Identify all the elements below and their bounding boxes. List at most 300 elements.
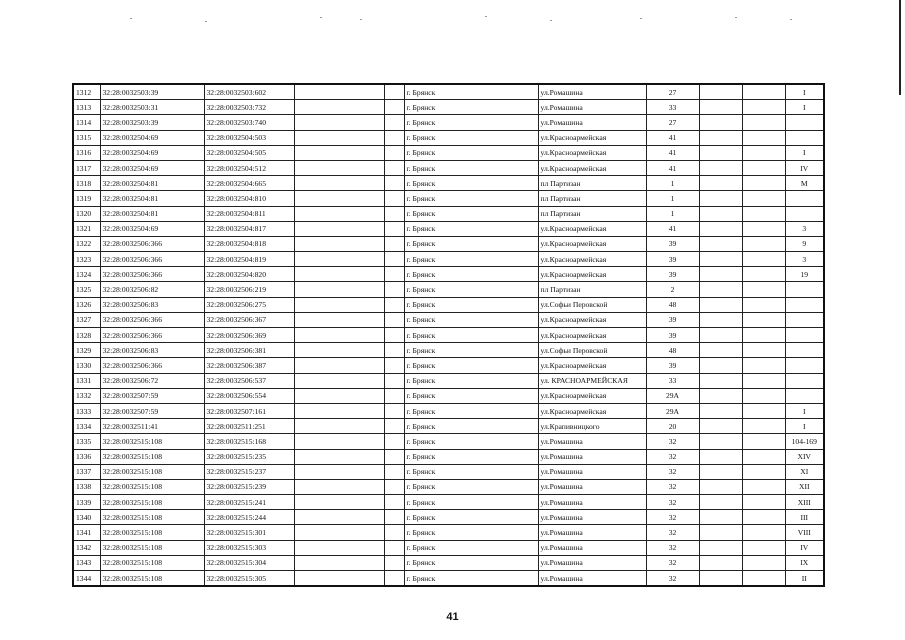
cell-row-number: 1325 bbox=[73, 282, 100, 297]
cell-room: XI bbox=[785, 464, 824, 479]
cell-parcel-number: 32:28:0032506:72 bbox=[100, 373, 204, 388]
cell-house: 32 bbox=[646, 464, 699, 479]
cell-street: ул.Ромашина bbox=[538, 84, 646, 100]
cell-street: ул.Ромашина bbox=[538, 464, 646, 479]
cell-room: IV bbox=[785, 160, 824, 175]
cell-parcel-number: 32:28:0032504:81 bbox=[100, 191, 204, 206]
cell-parcel-number: 32:28:0032503:31 bbox=[100, 100, 204, 115]
cell-city: г. Брянск bbox=[404, 479, 538, 494]
cell-parcel-number: 32:28:0032504:81 bbox=[100, 176, 204, 191]
cell-house: 27 bbox=[646, 115, 699, 130]
cell-empty bbox=[742, 191, 785, 206]
cell-empty bbox=[742, 555, 785, 570]
cell-empty bbox=[742, 419, 785, 434]
cell-city: г. Брянск bbox=[404, 343, 538, 358]
table-row bbox=[73, 388, 824, 403]
cell-empty bbox=[742, 479, 785, 494]
cell-room bbox=[785, 191, 824, 206]
cell-empty bbox=[384, 297, 404, 312]
cell-empty bbox=[699, 160, 742, 175]
cell-object-number: 32:28:0032515:244 bbox=[204, 510, 294, 525]
cell-street: пл Партизан bbox=[538, 176, 646, 191]
cell-street: ул.Красноармейская bbox=[538, 388, 646, 403]
cell-object-number: 32:28:0032504:665 bbox=[204, 176, 294, 191]
table-row bbox=[73, 267, 824, 282]
table-body bbox=[73, 84, 824, 586]
cell-house: 32 bbox=[646, 571, 699, 587]
cell-row-number: 1314 bbox=[73, 115, 100, 130]
cell-row-number: 1337 bbox=[73, 464, 100, 479]
cell-house: 27 bbox=[646, 84, 699, 100]
cell-row-number: 1323 bbox=[73, 252, 100, 267]
cell-street: ул.Ромашина bbox=[538, 115, 646, 130]
table-row bbox=[73, 191, 824, 206]
cell-empty bbox=[699, 419, 742, 434]
cell-street: ул.Красноармейская bbox=[538, 328, 646, 343]
cell-row-number: 1338 bbox=[73, 479, 100, 494]
cell-room bbox=[785, 373, 824, 388]
cell-empty bbox=[742, 525, 785, 540]
cell-empty bbox=[384, 160, 404, 175]
cell-empty bbox=[699, 297, 742, 312]
cell-house: 32 bbox=[646, 495, 699, 510]
cell-house: 32 bbox=[646, 510, 699, 525]
cell-object-number: 32:28:0032504:512 bbox=[204, 160, 294, 175]
table-row bbox=[73, 373, 824, 388]
cell-object-number: 32:28:0032515:304 bbox=[204, 555, 294, 570]
cell-row-number: 1340 bbox=[73, 510, 100, 525]
cell-street: ул.Ромашина bbox=[538, 479, 646, 494]
cell-street: ул.Ромашина bbox=[538, 100, 646, 115]
cell-empty bbox=[384, 403, 404, 418]
cell-house: 29А bbox=[646, 403, 699, 418]
cell-empty bbox=[294, 495, 384, 510]
cell-empty bbox=[384, 510, 404, 525]
cell-city: г. Брянск bbox=[404, 510, 538, 525]
cell-empty bbox=[384, 449, 404, 464]
table-row bbox=[73, 525, 824, 540]
cell-city: г. Брянск bbox=[404, 191, 538, 206]
cell-parcel-number: 32:28:0032506:83 bbox=[100, 343, 204, 358]
cell-parcel-number: 32:28:0032506:366 bbox=[100, 328, 204, 343]
cell-house: 41 bbox=[646, 221, 699, 236]
cell-city: г. Брянск bbox=[404, 100, 538, 115]
cell-parcel-number: 32:28:0032515:108 bbox=[100, 464, 204, 479]
cell-parcel-number: 32:28:0032515:108 bbox=[100, 495, 204, 510]
cell-city: г. Брянск bbox=[404, 145, 538, 160]
scan-edge-line bbox=[899, 0, 901, 95]
cell-house: 39 bbox=[646, 312, 699, 327]
cell-room: IX bbox=[785, 555, 824, 570]
cell-empty bbox=[384, 419, 404, 434]
cell-object-number: 32:28:0032504:503 bbox=[204, 130, 294, 145]
table-row bbox=[73, 100, 824, 115]
cell-parcel-number: 32:28:0032504:69 bbox=[100, 145, 204, 160]
cell-house: 33 bbox=[646, 100, 699, 115]
cell-parcel-number: 32:28:0032506:366 bbox=[100, 252, 204, 267]
cell-object-number: 32:28:0032506:381 bbox=[204, 343, 294, 358]
cell-parcel-number: 32:28:0032506:366 bbox=[100, 312, 204, 327]
cell-row-number: 1330 bbox=[73, 358, 100, 373]
cell-city: г. Брянск bbox=[404, 403, 538, 418]
cell-empty bbox=[742, 176, 785, 191]
cell-object-number: 32:28:0032506:369 bbox=[204, 328, 294, 343]
cell-empty bbox=[294, 100, 384, 115]
cell-city: г. Брянск bbox=[404, 267, 538, 282]
cell-row-number: 1343 bbox=[73, 555, 100, 570]
cell-empty bbox=[294, 221, 384, 236]
cell-parcel-number: 32:28:0032504:81 bbox=[100, 206, 204, 221]
cell-empty bbox=[699, 479, 742, 494]
cell-empty bbox=[699, 282, 742, 297]
cell-empty bbox=[294, 252, 384, 267]
cell-empty bbox=[742, 236, 785, 251]
cell-row-number: 1341 bbox=[73, 525, 100, 540]
cell-street: ул.Красноармейская bbox=[538, 221, 646, 236]
cell-house: 32 bbox=[646, 540, 699, 555]
cell-object-number: 32:28:0032504:810 bbox=[204, 191, 294, 206]
cell-empty bbox=[384, 282, 404, 297]
cell-city: г. Брянск bbox=[404, 130, 538, 145]
cell-house: 32 bbox=[646, 479, 699, 494]
cell-parcel-number: 32:28:0032506:366 bbox=[100, 267, 204, 282]
cell-empty bbox=[294, 206, 384, 221]
cell-city: г. Брянск bbox=[404, 555, 538, 570]
cell-house: 1 bbox=[646, 191, 699, 206]
cell-house: 41 bbox=[646, 130, 699, 145]
cell-object-number: 32:28:0032504:818 bbox=[204, 236, 294, 251]
cell-street: ул.Красноармейская bbox=[538, 403, 646, 418]
cell-empty bbox=[699, 100, 742, 115]
cell-room: М bbox=[785, 176, 824, 191]
cell-street: ул.Красноармейская bbox=[538, 252, 646, 267]
cell-city: г. Брянск bbox=[404, 115, 538, 130]
cell-empty bbox=[384, 115, 404, 130]
cell-house: 32 bbox=[646, 449, 699, 464]
cell-empty bbox=[384, 206, 404, 221]
cell-row-number: 1318 bbox=[73, 176, 100, 191]
cell-empty bbox=[384, 221, 404, 236]
cell-house: 39 bbox=[646, 267, 699, 282]
cell-city: г. Брянск bbox=[404, 282, 538, 297]
cell-empty bbox=[742, 495, 785, 510]
cell-street: ул.Крапивницкого bbox=[538, 419, 646, 434]
cell-empty bbox=[294, 388, 384, 403]
cell-room: 104-169 bbox=[785, 434, 824, 449]
cell-empty bbox=[699, 525, 742, 540]
cell-empty bbox=[384, 434, 404, 449]
cell-house: 20 bbox=[646, 419, 699, 434]
cell-empty bbox=[742, 540, 785, 555]
cell-object-number: 32:28:0032515:301 bbox=[204, 525, 294, 540]
cell-empty bbox=[742, 328, 785, 343]
cell-empty bbox=[384, 388, 404, 403]
cell-empty bbox=[742, 267, 785, 282]
cell-street: ул.Красноармейская bbox=[538, 130, 646, 145]
cell-parcel-number: 32:28:0032515:108 bbox=[100, 555, 204, 570]
cell-room bbox=[785, 343, 824, 358]
cell-city: г. Брянск bbox=[404, 388, 538, 403]
cell-empty bbox=[384, 252, 404, 267]
cell-empty bbox=[384, 343, 404, 358]
cell-row-number: 1316 bbox=[73, 145, 100, 160]
cell-parcel-number: 32:28:0032515:108 bbox=[100, 510, 204, 525]
cell-empty bbox=[384, 312, 404, 327]
cell-parcel-number: 32:28:0032507:59 bbox=[100, 388, 204, 403]
cell-empty bbox=[294, 555, 384, 570]
table-row bbox=[73, 176, 824, 191]
cell-house: 48 bbox=[646, 297, 699, 312]
cell-empty bbox=[699, 206, 742, 221]
cell-empty bbox=[742, 252, 785, 267]
cell-house: 1 bbox=[646, 176, 699, 191]
cell-house: 39 bbox=[646, 236, 699, 251]
cell-empty bbox=[294, 145, 384, 160]
cell-empty bbox=[699, 373, 742, 388]
cell-empty bbox=[742, 160, 785, 175]
table-row bbox=[73, 221, 824, 236]
cell-object-number: 32:28:0032515:305 bbox=[204, 571, 294, 587]
cell-empty bbox=[742, 145, 785, 160]
cell-empty bbox=[384, 358, 404, 373]
cell-parcel-number: 32:28:0032504:69 bbox=[100, 221, 204, 236]
cell-empty bbox=[742, 434, 785, 449]
cell-house: 39 bbox=[646, 252, 699, 267]
cell-object-number: 32:28:0032504:811 bbox=[204, 206, 294, 221]
cell-empty bbox=[699, 130, 742, 145]
cell-object-number: 32:28:0032515:237 bbox=[204, 464, 294, 479]
cell-parcel-number: 32:28:0032506:366 bbox=[100, 236, 204, 251]
cell-row-number: 1322 bbox=[73, 236, 100, 251]
table-row bbox=[73, 358, 824, 373]
cell-object-number: 32:28:0032503:740 bbox=[204, 115, 294, 130]
cell-room: I bbox=[785, 100, 824, 115]
cell-empty bbox=[294, 419, 384, 434]
cell-street: ул.Красноармейская bbox=[538, 160, 646, 175]
cell-row-number: 1324 bbox=[73, 267, 100, 282]
cell-empty bbox=[384, 328, 404, 343]
cell-empty bbox=[742, 130, 785, 145]
cell-city: г. Брянск bbox=[404, 358, 538, 373]
cell-empty bbox=[742, 403, 785, 418]
cell-row-number: 1335 bbox=[73, 434, 100, 449]
table-row bbox=[73, 282, 824, 297]
cell-street: ул.Красноармейская bbox=[538, 145, 646, 160]
cell-object-number: 32:28:0032504:505 bbox=[204, 145, 294, 160]
cell-house: 39 bbox=[646, 328, 699, 343]
cell-room: 19 bbox=[785, 267, 824, 282]
cell-house: 32 bbox=[646, 525, 699, 540]
cell-empty bbox=[699, 449, 742, 464]
cell-empty bbox=[742, 343, 785, 358]
cell-empty bbox=[294, 312, 384, 327]
cell-room: II bbox=[785, 571, 824, 587]
cell-empty bbox=[294, 540, 384, 555]
cell-empty bbox=[294, 510, 384, 525]
cell-empty bbox=[294, 358, 384, 373]
cell-empty bbox=[384, 176, 404, 191]
cell-parcel-number: 32:28:0032507:59 bbox=[100, 403, 204, 418]
cell-object-number: 32:28:0032504:820 bbox=[204, 267, 294, 282]
cell-house: 48 bbox=[646, 343, 699, 358]
cell-empty bbox=[384, 540, 404, 555]
cell-empty bbox=[699, 115, 742, 130]
cell-row-number: 1331 bbox=[73, 373, 100, 388]
table-row bbox=[73, 84, 824, 100]
cell-street: ул.Софьи Перовской bbox=[538, 297, 646, 312]
cell-parcel-number: 32:28:0032515:108 bbox=[100, 449, 204, 464]
cell-room: XII bbox=[785, 479, 824, 494]
cell-empty bbox=[384, 236, 404, 251]
cell-empty bbox=[742, 312, 785, 327]
cell-room: I bbox=[785, 84, 824, 100]
cell-house: 2 bbox=[646, 282, 699, 297]
cell-row-number: 1313 bbox=[73, 100, 100, 115]
cell-city: г. Брянск bbox=[404, 540, 538, 555]
cell-empty bbox=[699, 267, 742, 282]
cell-row-number: 1329 bbox=[73, 343, 100, 358]
cell-empty bbox=[384, 267, 404, 282]
cell-object-number: 32:28:0032511:251 bbox=[204, 419, 294, 434]
cell-room: XIV bbox=[785, 449, 824, 464]
cell-city: г. Брянск bbox=[404, 571, 538, 587]
cell-house: 39 bbox=[646, 358, 699, 373]
cell-empty bbox=[699, 495, 742, 510]
cell-empty bbox=[384, 479, 404, 494]
cell-object-number: 32:28:0032506:554 bbox=[204, 388, 294, 403]
cell-object-number: 32:28:0032515:235 bbox=[204, 449, 294, 464]
cell-street: ул.Ромашина bbox=[538, 555, 646, 570]
cell-room bbox=[785, 115, 824, 130]
cell-city: г. Брянск bbox=[404, 221, 538, 236]
cell-empty bbox=[742, 358, 785, 373]
cell-empty bbox=[384, 495, 404, 510]
table-row bbox=[73, 419, 824, 434]
cell-empty bbox=[699, 236, 742, 251]
cadastral-table bbox=[72, 83, 825, 587]
cell-empty bbox=[384, 145, 404, 160]
cell-room: XIII bbox=[785, 495, 824, 510]
cell-street: ул.Ромашина bbox=[538, 525, 646, 540]
cell-empty bbox=[384, 100, 404, 115]
cell-empty bbox=[742, 206, 785, 221]
cell-row-number: 1326 bbox=[73, 297, 100, 312]
cell-row-number: 1332 bbox=[73, 388, 100, 403]
cell-object-number: 32:28:0032504:819 bbox=[204, 252, 294, 267]
cell-empty bbox=[742, 464, 785, 479]
cell-row-number: 1336 bbox=[73, 449, 100, 464]
cell-empty bbox=[699, 571, 742, 587]
cell-empty bbox=[742, 84, 785, 100]
cell-room: III bbox=[785, 510, 824, 525]
cell-empty bbox=[742, 115, 785, 130]
cell-house: 33 bbox=[646, 373, 699, 388]
scan-noise bbox=[30, 14, 890, 28]
cell-city: г. Брянск bbox=[404, 464, 538, 479]
cell-empty bbox=[699, 434, 742, 449]
cell-house: 32 bbox=[646, 434, 699, 449]
cell-parcel-number: 32:28:0032515:108 bbox=[100, 434, 204, 449]
table-row bbox=[73, 206, 824, 221]
cell-empty bbox=[384, 555, 404, 570]
cell-parcel-number: 32:28:0032504:69 bbox=[100, 130, 204, 145]
cell-empty bbox=[699, 388, 742, 403]
cell-parcel-number: 32:28:0032506:83 bbox=[100, 297, 204, 312]
table-row bbox=[73, 130, 824, 145]
cell-empty bbox=[294, 479, 384, 494]
cell-parcel-number: 32:28:0032504:69 bbox=[100, 160, 204, 175]
cell-room: 3 bbox=[785, 252, 824, 267]
cell-empty bbox=[294, 282, 384, 297]
cell-city: г. Брянск bbox=[404, 495, 538, 510]
cell-city: г. Брянск bbox=[404, 525, 538, 540]
table-row bbox=[73, 449, 824, 464]
cell-row-number: 1321 bbox=[73, 221, 100, 236]
cell-object-number: 32:28:0032506:537 bbox=[204, 373, 294, 388]
cell-empty bbox=[699, 403, 742, 418]
cell-row-number: 1342 bbox=[73, 540, 100, 555]
cell-room: I bbox=[785, 419, 824, 434]
cell-city: г. Брянск bbox=[404, 236, 538, 251]
cell-parcel-number: 32:28:0032506:366 bbox=[100, 358, 204, 373]
cell-row-number: 1328 bbox=[73, 328, 100, 343]
cell-parcel-number: 32:28:0032503:39 bbox=[100, 84, 204, 100]
cell-empty bbox=[384, 571, 404, 587]
cell-empty bbox=[699, 464, 742, 479]
cell-street: ул.Ромашина bbox=[538, 434, 646, 449]
table-row bbox=[73, 571, 824, 587]
table-row bbox=[73, 115, 824, 130]
cell-empty bbox=[699, 84, 742, 100]
cell-parcel-number: 32:28:0032515:108 bbox=[100, 571, 204, 587]
cell-row-number: 1315 bbox=[73, 130, 100, 145]
cell-street: пл Партизан bbox=[538, 206, 646, 221]
table-row bbox=[73, 403, 824, 418]
cell-row-number: 1333 bbox=[73, 403, 100, 418]
cell-city: г. Брянск bbox=[404, 312, 538, 327]
table-row bbox=[73, 160, 824, 175]
cell-empty bbox=[294, 403, 384, 418]
cell-room bbox=[785, 282, 824, 297]
cell-empty bbox=[699, 510, 742, 525]
cell-city: г. Брянск bbox=[404, 373, 538, 388]
cell-room: I bbox=[785, 403, 824, 418]
cell-room: VIII bbox=[785, 525, 824, 540]
cell-parcel-number: 32:28:0032503:39 bbox=[100, 115, 204, 130]
cell-empty bbox=[294, 267, 384, 282]
cell-street: ул.Ромашина bbox=[538, 449, 646, 464]
cell-street: ул.Софьи Перовской bbox=[538, 343, 646, 358]
cell-empty bbox=[294, 130, 384, 145]
cell-house: 32 bbox=[646, 555, 699, 570]
cell-room: IV bbox=[785, 540, 824, 555]
cell-empty bbox=[294, 434, 384, 449]
cell-street: ул.Красноармейская bbox=[538, 267, 646, 282]
cell-room: 9 bbox=[785, 236, 824, 251]
cell-row-number: 1319 bbox=[73, 191, 100, 206]
cell-empty bbox=[384, 130, 404, 145]
cell-house: 1 bbox=[646, 206, 699, 221]
cell-room bbox=[785, 328, 824, 343]
cell-empty bbox=[699, 312, 742, 327]
cell-city: г. Брянск bbox=[404, 434, 538, 449]
cell-empty bbox=[742, 282, 785, 297]
cell-empty bbox=[294, 449, 384, 464]
cell-parcel-number: 32:28:0032515:108 bbox=[100, 540, 204, 555]
cell-object-number: 32:28:0032506:367 bbox=[204, 312, 294, 327]
cell-room bbox=[785, 297, 824, 312]
table-row bbox=[73, 540, 824, 555]
